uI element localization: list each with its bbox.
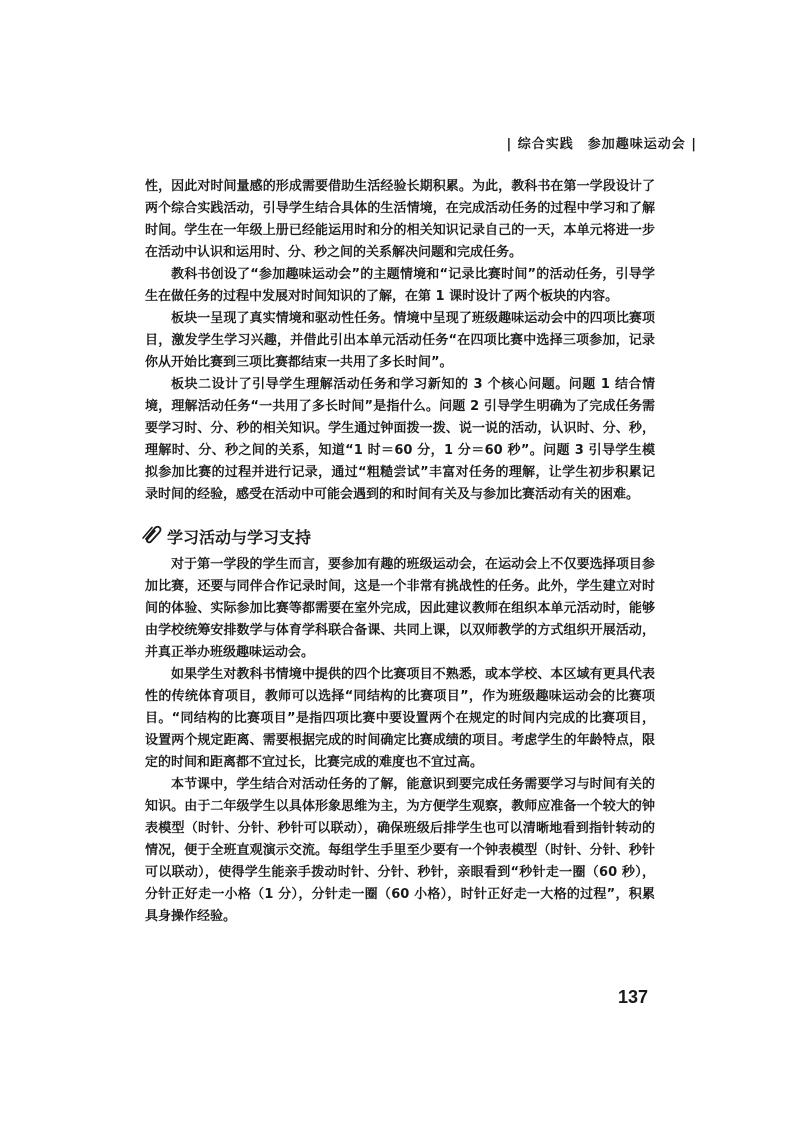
page-number: 137 [618,987,649,1007]
paragraph: 板块一呈现了真实情境和驱动性任务。情境中呈现了班级趣味运动会中的四项比赛项目，激发学生学习兴趣，并借此引出本单元活动任务“在四项比赛中选择三项参加，记录你从开始比赛到三项比赛都结束一共用了多长时间”。 [145,311,655,370]
paragraph: 教科书创设了“参加趣味运动会”的主题情境和“记录比赛时间”的活动任务，引导学生在做任务的过程中发展对时间知识的了解，在第 1 课时设计了两个板块的内容。 [145,267,655,304]
paragraph: 性，因此对时间量感的形成需要借助生活经验长期积累。为此，教科书在第一学段设计了两个综合实践活动，引导学生结合具体的生活情境，在完成活动任务的过程中学习和了解时间。学生在一年级上册已经能运用时和分的相关知识记录自己的一天，本单元将进一步在活动中认识和运用时、分、秒之间的关系解决问题和完成任务。 [145,179,655,260]
section-heading [141,524,655,548]
paragraph: 板块二设计了引导学生理解活动任务和学习新知的 3 个核心问题。问题 1 结合情境，理解活动任务“一共用了多长时间”是指什么。问题 2 引导学生明确为了完成任务需要学习时、分、秒的相关知识。学生通过钟面拨一拨、说一说的活动，认识时、分、秒，理解时、分、秒之间的关系，知道“1 时＝60 分，1 分＝60 秒”。问题 3 引导学生模拟参加比赛的过程并进行记录，通过“粗糙尝试”丰富对任务的理解，让学生初步积累记录时间的经验，感受在活动中可能会遇到的和时间有关及与参加比赛活动有关的困难。 [145,377,655,502]
page-content [145,176,655,928]
paragraph: 对于第一学段的学生而言，要参加有趣的班级运动会，在运动会上不仅要选择项目参加比赛，还要与同伴合作记录时间，这是一个非常有挑战性的任务。此外，学生建立对时间的体验、实际参加比赛等都需要在室外完成，因此建议教师在组织本单元活动时，能够由学校统筹安排数学与体育学科联合备课、共同上课，以双师教学的方式组织开展活动，并真正举办班级趣味运动会。 [145,557,655,660]
paperclip-icon [141,524,167,548]
paragraph: 如果学生对教科书情境中提供的四个比赛项目不熟悉，或本学校、本区域有更具代表性的传统体育项目，教师可以选择“同结构的比赛项目”，作为班级趣味运动会的比赛项目。“同结构的比赛项目”是指四项比赛中要设置两个在规定的时间内完成的比赛项目，设置两个规定距离、需要根据完成的时间确定比赛成绩的项目。考虑学生的年龄特点，限定的时间和距离都不宜过长，比赛完成的难度也不宜过高。 [145,667,655,770]
running-header: | 综合实践 参加趣味运动会 | [506,137,697,152]
section-title: 学习活动与学习支持 [167,527,312,547]
paragraph: 本节课中，学生结合对活动任务的了解，能意识到要完成任务需要学习与时间有关的知识。由于二年级学生以具体形象思维为主，为方便学生观察，教师应准备一个较大的钟表模型（时针、分针、秒针可以联动），确保班级后排学生也可以清晰地看到指针转动的情况，便于全班直观演示交流。每组学生手里至少要有一个钟表模型（时针、分针、秒针可以联动），使得学生能亲手拨动时针、分针、秒针，亲眼看到“秒针走一圈（60 秒），分针正好走一小格（1 分），分针走一圈（60 小格），时针正好走一大格的过程”，积累具身操作经验。 [145,777,655,924]
